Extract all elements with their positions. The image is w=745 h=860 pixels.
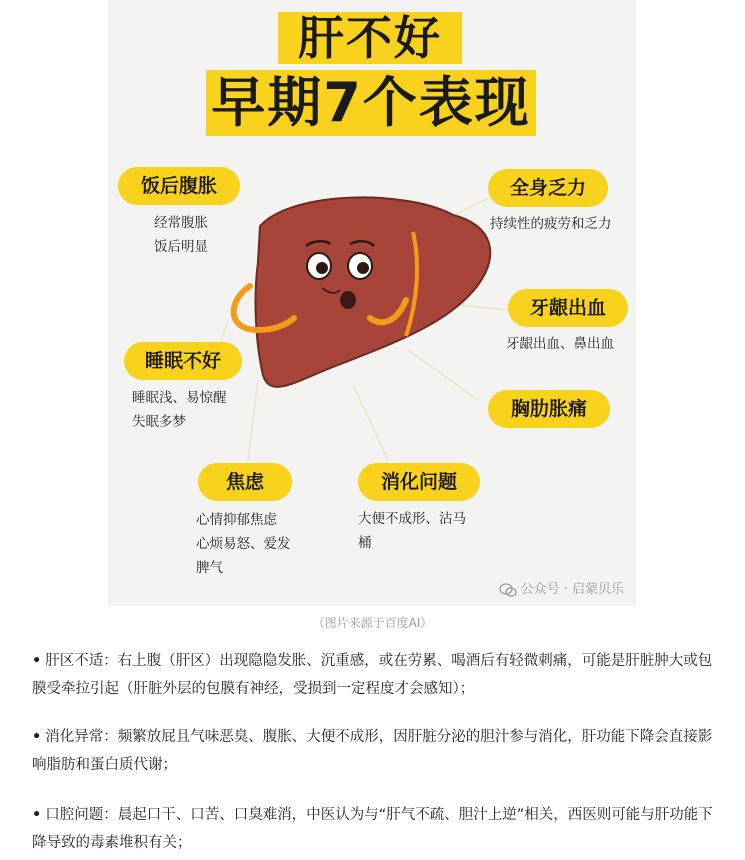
image-caption: （图片来源于百度AI）: [312, 616, 433, 630]
watermark: [499, 578, 624, 597]
symptom-tag-bloating: 饭后腹胀: [118, 167, 240, 205]
bullet: •: [32, 729, 42, 745]
paragraph-digestion: [32, 723, 720, 779]
paragraph-text: 消化异常：频繁放屁且气味恶臭、腹胀、大便不成形，因肝脏分泌的胆汁参与消化，肝功能下降会直接影响脂肪和蛋白质代谢；: [32, 729, 713, 773]
wechat-icon: [499, 583, 517, 597]
symptom-desc-digestion: 大便不成形、沾马 桶: [358, 511, 466, 551]
symptom-tag-anxiety: 焦虑: [198, 463, 292, 501]
symptom-desc-fatigue: 持续性的疲劳和乏力: [490, 216, 612, 232]
infographic-poster: [108, 0, 636, 606]
symptom-desc-gum-bleeding: 牙龈出血、鼻出血: [506, 336, 614, 352]
bullet: •: [32, 807, 42, 823]
poster-title-line2: 早期7个表现: [206, 70, 536, 136]
watermark-text: 公众号 · 启蒙贝乐: [520, 582, 624, 597]
liver-body: [256, 197, 491, 386]
paragraph-oral: [32, 801, 720, 857]
bullet: •: [32, 653, 42, 669]
paragraph-text: 肝区不适：右上腹（肝区）出现隐隐发胀、沉重感，或在劳累、喝酒后有轻微刺痛，可能是肝脏肿大或包膜受牵拉引起（肝脏外层的包膜有神经，受损到一定程度才会感知）；: [32, 653, 713, 697]
symptom-tag-fatigue: 全身乏力: [488, 169, 608, 207]
symptom-tag-chest-pain: 胸肋胀痛: [488, 390, 610, 428]
paragraph-text: 口腔问题：晨起口干、口苦、口臭难消，中医认为与“肝气不疏、胆汁上逆”相关，西医则可能与肝功能下降导致的毒素堆积有关；: [32, 807, 713, 851]
symptom-tag-poor-sleep: 睡眠不好: [124, 342, 242, 380]
poster-title-line1: 肝不好: [278, 12, 462, 64]
symptom-tag-digestion: 消化问题: [358, 463, 480, 501]
symptom-tag-gum-bleeding: 牙龈出血: [508, 289, 628, 327]
paragraph-liver-discomfort: [32, 647, 720, 703]
symptom-desc-anxiety: 心情抑郁焦虑 心烦易怒、爱发 脾气: [196, 512, 291, 576]
symptom-desc-bloating: 经常腹胀 饭后明显: [154, 215, 208, 255]
symptom-desc-poor-sleep: 睡眠浅、易惊醒 失眠多梦: [132, 390, 227, 430]
mouth: [340, 291, 356, 309]
